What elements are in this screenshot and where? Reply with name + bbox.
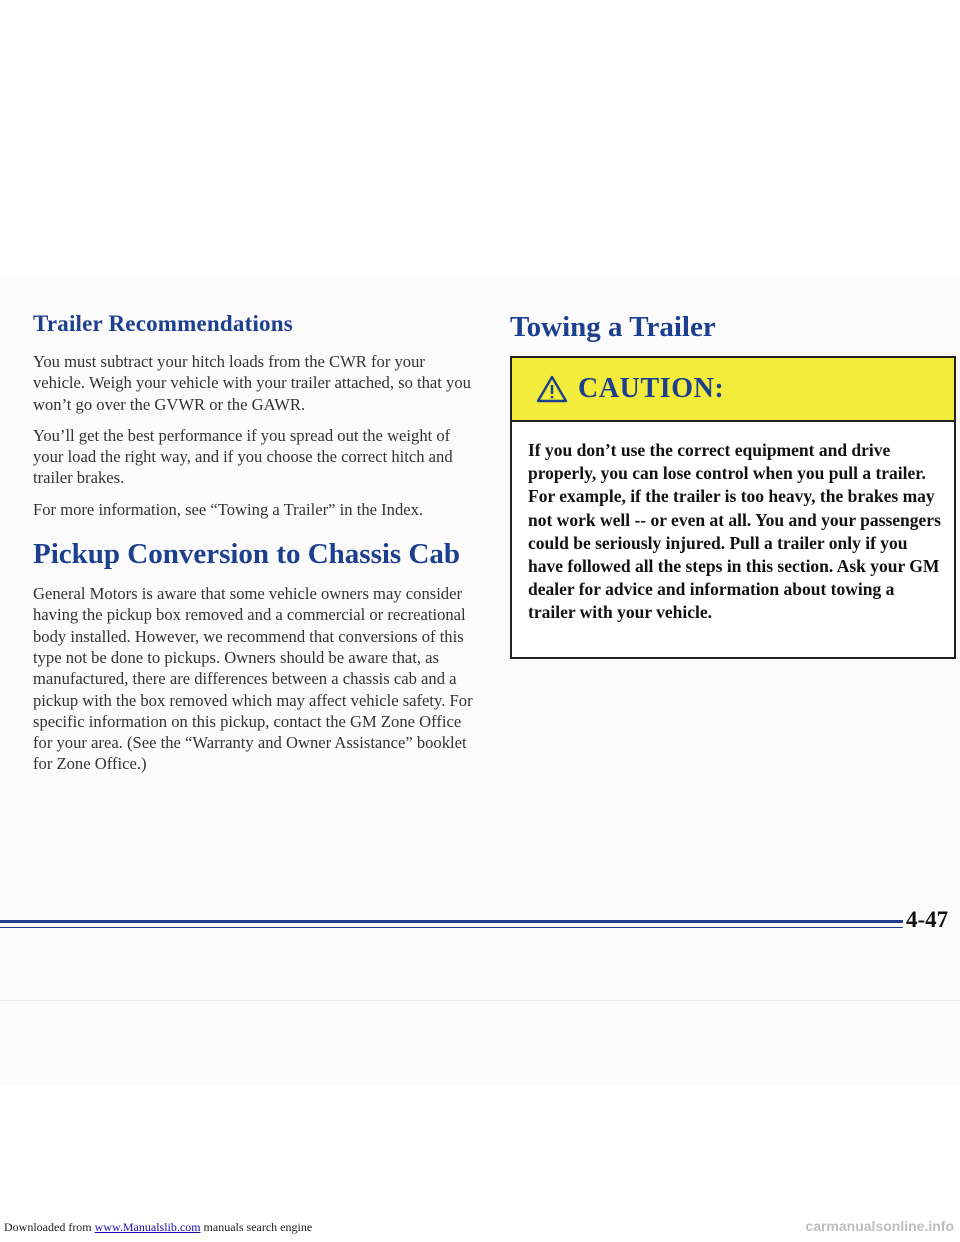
caution-text: If you don’t use the correct equipment and drive properly, you can lose control when you pull a trailer. For example, if the trailer is too heavy, the brakes may not work well -- or even at all. You and your passengers could be seriously injured. Pull a trailer only if you have followed all the steps in this section. Ask your GM dealer for advice and information about towing a trailer with your vehicle. xyxy=(528,440,941,623)
footer-rule-thin xyxy=(0,927,903,928)
trailer-rec-paragraph-1: You must subtract your hitch loads from the CWR for your vehicle. Weigh your vehicle with your trailer attached, so that you won’t go over the GVWR or the GAWR. xyxy=(33,352,471,414)
trailer-recommendations-heading: Trailer Recommendations xyxy=(33,311,293,336)
page-divider xyxy=(0,1000,960,1001)
caution-title: CAUTION: xyxy=(578,373,725,404)
manualslib-link[interactable]: www.Manualslib.com xyxy=(94,1220,201,1234)
download-footer-suffix: manuals search engine xyxy=(200,1220,313,1234)
caution-box xyxy=(510,356,956,659)
footer-rule-thick xyxy=(0,920,903,923)
warning-triangle-icon xyxy=(536,375,568,403)
page-number: 4-47 xyxy=(906,907,949,932)
pickup-conversion-heading: Pickup Conversion to Chassis Cab xyxy=(33,538,461,571)
pickup-conversion-section xyxy=(33,538,478,775)
right-column xyxy=(510,311,960,344)
pickup-conversion-paragraph: General Motors is aware that some vehicle owners may consider having the pickup box removed and a commercial or recreational body installed. However, we recommend that conversions of this type not be done to pickups. Owners should be aware that, as manufactured, there are differences between a chassis cab and a pickup with the box removed which may affect vehicle safety. For specific information on this pickup, contact the GM Zone Office for your area. (See the “Warranty and Owner Assistance” booklet for Zone Office.) xyxy=(33,584,473,774)
towing-a-trailer-heading: Towing a Trailer xyxy=(510,311,716,343)
left-column xyxy=(33,311,478,785)
caution-header xyxy=(512,358,954,422)
trailer-rec-paragraph-2: You’ll get the best performance if you spread out the weight of your load the right way, and if you choose the correct hitch and trailer brakes. xyxy=(33,425,453,488)
watermark: carmanualsonline.info xyxy=(805,1218,954,1234)
download-footer xyxy=(4,1220,312,1235)
download-footer-prefix: Downloaded from xyxy=(4,1220,95,1234)
trailer-rec-paragraph-3: For more information, see “Towing a Trailer” in the Index. xyxy=(33,499,424,519)
